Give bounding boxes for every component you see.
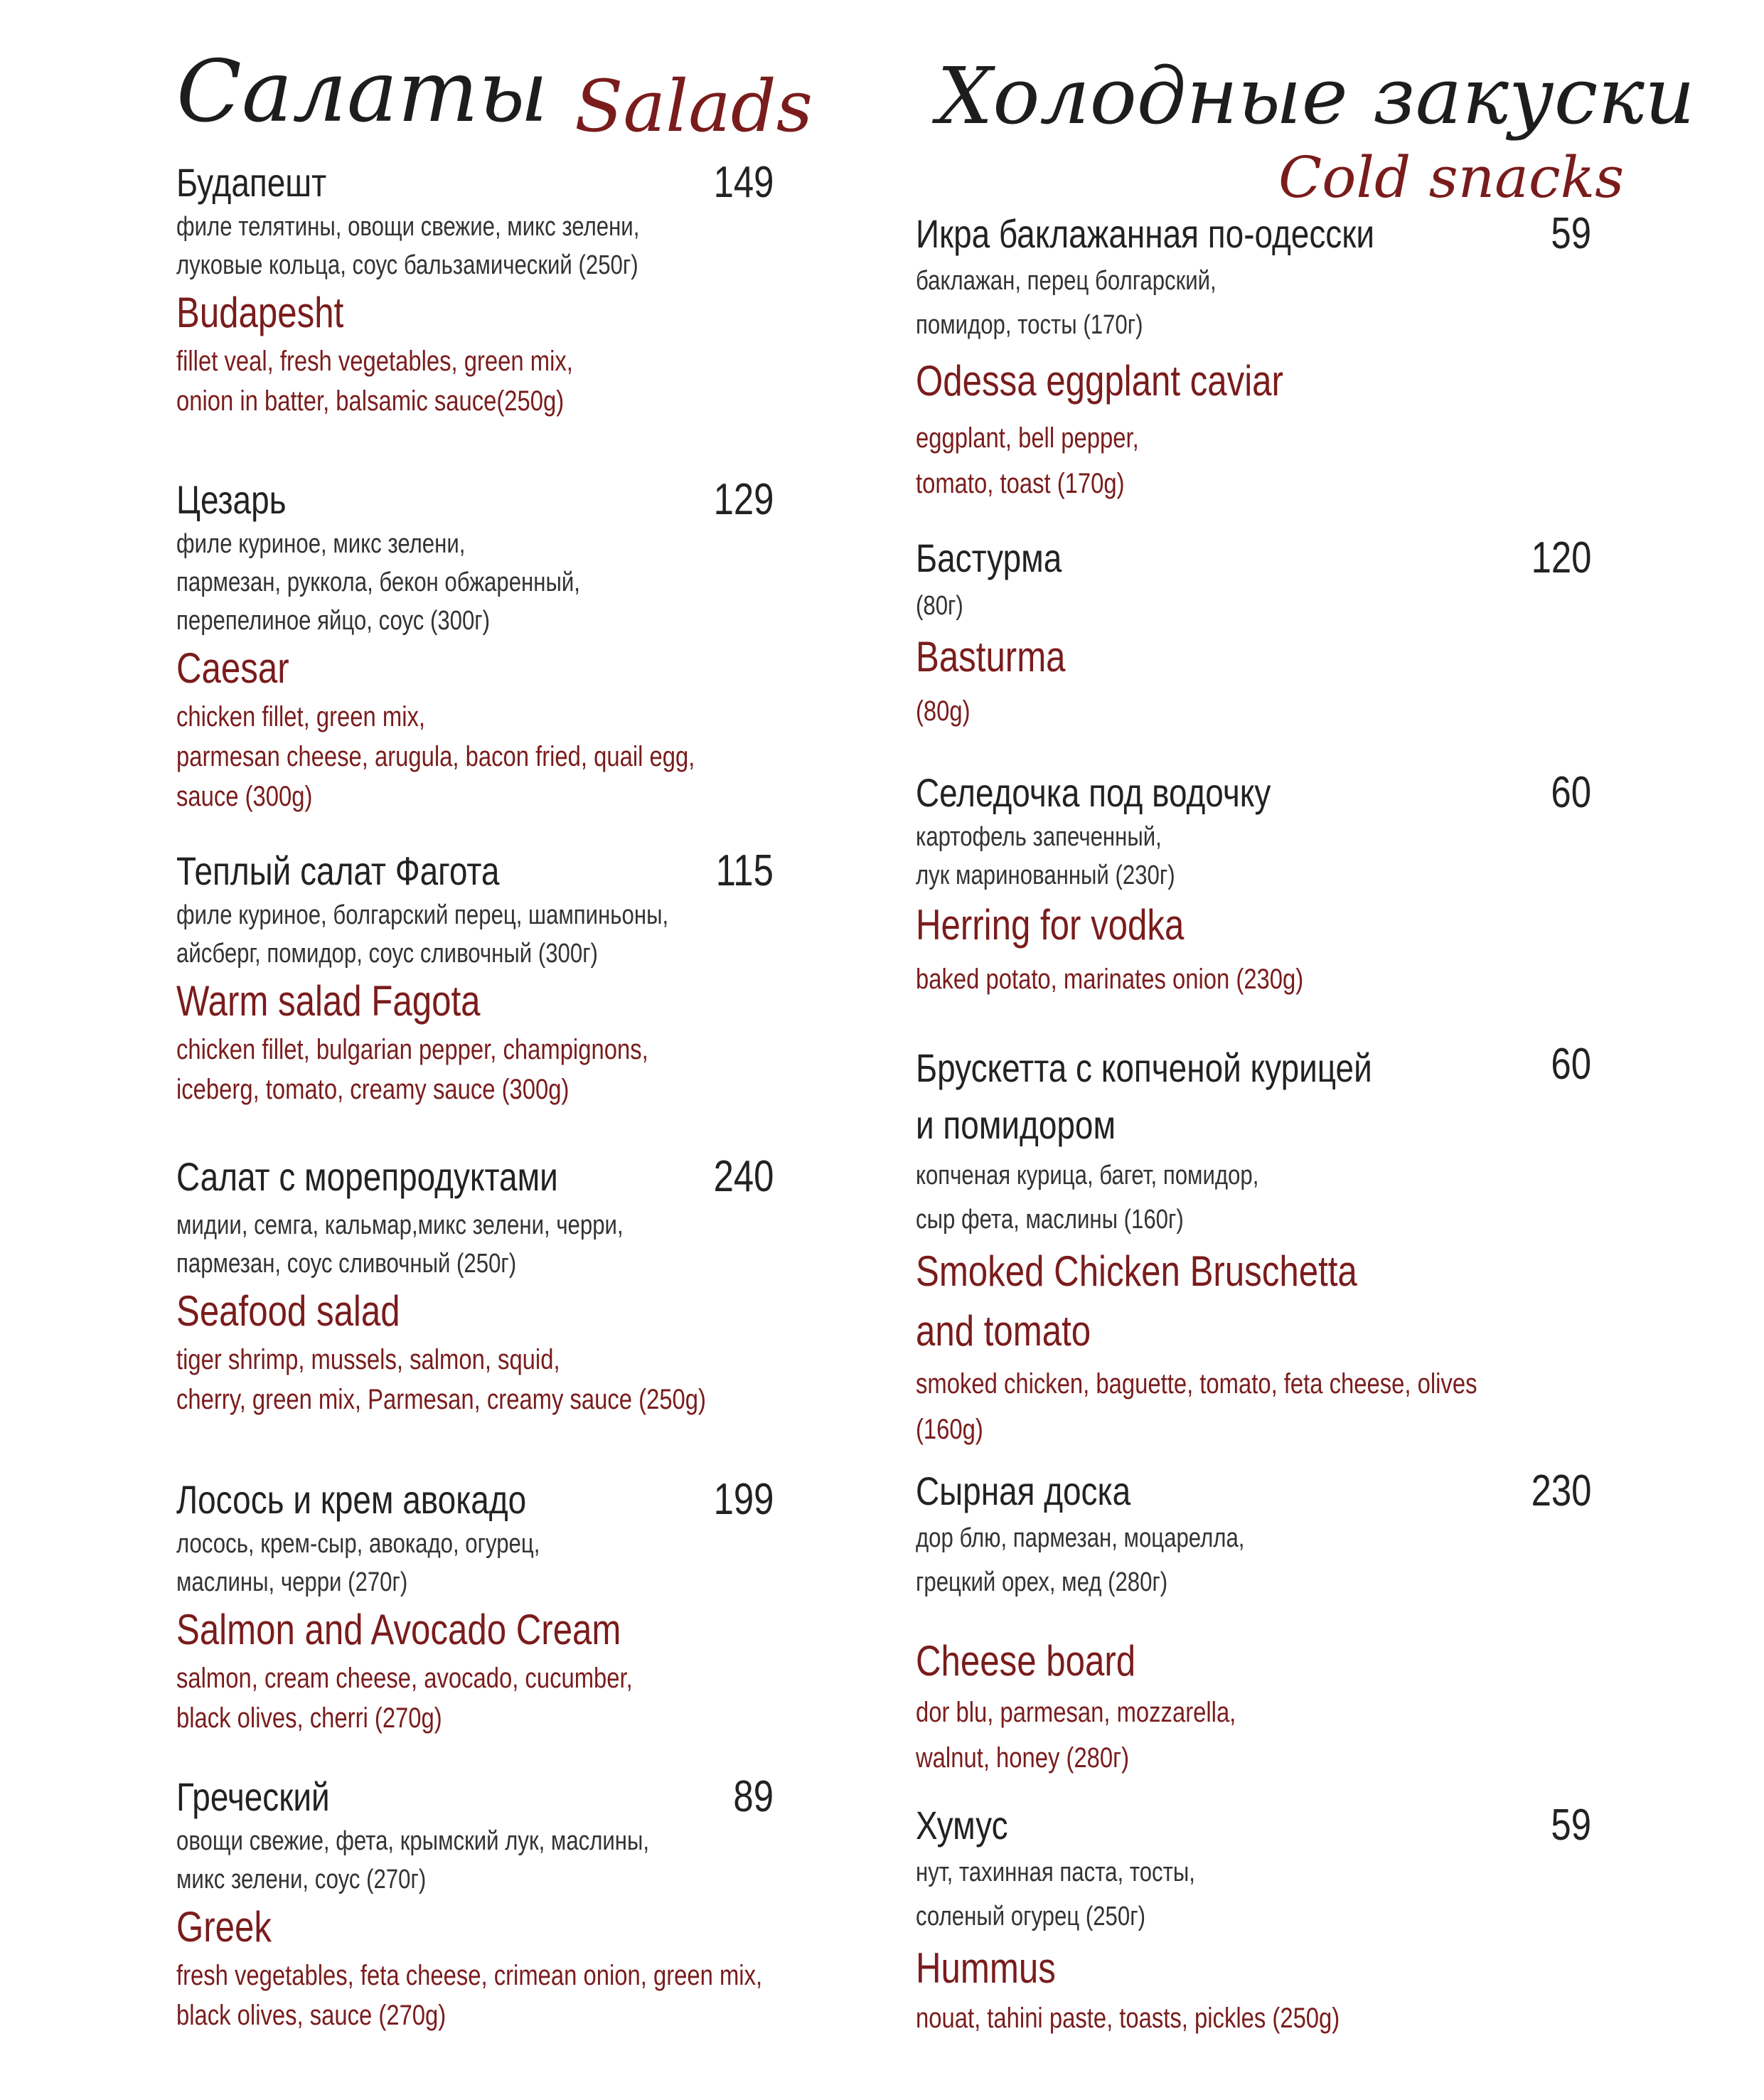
item-name-en: Greek bbox=[176, 1903, 272, 1951]
item-desc-ru: копченая курица, багет, помидор, сыр фета, маслины (160г) bbox=[916, 1161, 1259, 1235]
menu-item-caesar bbox=[176, 475, 774, 816]
item-desc-en: dor blu, parmesan, mozzarella, walnut, honey (280г) bbox=[916, 1697, 1236, 1774]
item-price: 60 bbox=[1551, 768, 1591, 817]
item-name-en: Cheese board bbox=[916, 1637, 1136, 1685]
item-name-ru: Брускетта с копченой курицей и помидором bbox=[916, 1045, 1372, 1147]
salads-heading-en: Salads bbox=[574, 65, 813, 148]
item-price: 149 bbox=[713, 158, 774, 207]
menu-item-warm-salad-fagota bbox=[176, 846, 774, 1109]
item-desc-ru: филе куриное, микс зелени, пармезан, руккола, бекон обжаренный, перепелиное яйцо, соус (300г) bbox=[176, 529, 580, 636]
item-price: 59 bbox=[1551, 1801, 1591, 1850]
item-name-ru: Теплый салат Фагота bbox=[176, 848, 500, 893]
item-desc-ru: мидии, семга, кальмар,микс зелени, черри, пармезан, соус сливочный (250г) bbox=[176, 1210, 624, 1279]
item-name-en: Herring for vodka bbox=[916, 901, 1185, 949]
item-price: 89 bbox=[733, 1772, 774, 1821]
item-desc-ru: дор блю, пармезан, моцарелла, грецкий орех, мед (280г) bbox=[916, 1523, 1245, 1597]
menu-item-herring-for-vodka bbox=[916, 768, 1591, 1003]
item-name-ru: Лосось и крем авокадо bbox=[176, 1477, 527, 1522]
item-name-en: Basturma bbox=[916, 633, 1066, 681]
item-name-en: Odessa eggplant caviar bbox=[916, 357, 1283, 405]
item-name-en: Hummus bbox=[916, 1944, 1056, 1992]
item-price: 129 bbox=[713, 475, 774, 524]
item-desc-en: tiger shrimp, mussels, salmon, squid, cherry, green mix, Parmesan, creamy sauce (250g) bbox=[176, 1344, 706, 1415]
item-name-ru: Будапешт bbox=[176, 160, 327, 205]
salads-heading-ru: Салаты bbox=[176, 43, 548, 142]
item-desc-en: smoked chicken, baguette, tomato, feta cheese, olives (160g) bbox=[916, 1368, 1477, 1445]
item-desc-ru: овощи свежие, фета, крымский лук, маслины, микс зелени, соус (270г) bbox=[176, 1826, 650, 1894]
item-name-ru: Икра баклажанная по-одесски bbox=[916, 211, 1375, 256]
item-price: 120 bbox=[1531, 533, 1591, 582]
item-name-en: Warm salad Fagota bbox=[176, 977, 481, 1025]
item-price: 230 bbox=[1531, 1466, 1591, 1515]
item-name-en: Budapesht bbox=[176, 289, 344, 336]
item-desc-ru: нут, тахинная паста, тосты, соленый огурец (250г) bbox=[916, 1858, 1195, 1931]
item-desc-en: chicken fillet, bulgarian pepper, champignons, iceberg, tomato, creamy sauce (300g) bbox=[176, 1034, 648, 1105]
item-desc-en: (80g) bbox=[916, 695, 971, 727]
menu-item-salmon-avocado bbox=[176, 1475, 774, 1738]
item-desc-en: fresh vegetables, feta cheese, crimean onion, green mix, black olives, sauce (270g) bbox=[176, 1960, 763, 2031]
item-name-ru: Салат с морепродуктами bbox=[176, 1154, 558, 1199]
item-name-en: Caesar bbox=[176, 644, 289, 692]
item-name-ru: Селедочка под водочку bbox=[916, 770, 1271, 815]
menu-item-hummus bbox=[916, 1801, 1591, 2038]
menu-item-cheese-board bbox=[916, 1466, 1591, 1781]
item-name-ru: Хумус bbox=[916, 1803, 1008, 1848]
item-name-en: Salmon and Avocado Cream bbox=[176, 1606, 621, 1653]
item-desc-ru: (80г) bbox=[916, 591, 963, 621]
item-desc-ru: филе телятины, овощи свежие, микс зелени, луковые кольца, соус бальзамический (250г) bbox=[176, 212, 640, 280]
menu-item-budapesht bbox=[176, 158, 774, 421]
item-name-en: Seafood salad bbox=[176, 1287, 400, 1335]
item-desc-en: eggplant, bell pepper, tomato, toast (170g) bbox=[916, 422, 1139, 499]
menu-item-basturma bbox=[916, 533, 1591, 737]
item-name-en: Smoked Chicken Bruschetta and tomato bbox=[916, 1247, 1357, 1355]
menu-item-odessa-eggplant-caviar bbox=[916, 209, 1591, 506]
cold-snacks-heading-ru: Холодные закуски bbox=[937, 50, 1695, 142]
item-name-ru: Бастурма bbox=[916, 535, 1062, 580]
item-desc-ru: баклажан, перец болгарский, помидор, тосты (170г) bbox=[916, 266, 1217, 340]
item-desc-en: baked potato, marinates onion (230g) bbox=[916, 964, 1304, 995]
item-price: 115 bbox=[715, 846, 774, 895]
menu-item-greek bbox=[176, 1772, 774, 2035]
menu-item-smoked-chicken-bruschetta bbox=[916, 1040, 1591, 1452]
item-price: 60 bbox=[1551, 1040, 1591, 1089]
item-price: 199 bbox=[713, 1475, 774, 1524]
item-price: 59 bbox=[1551, 209, 1591, 258]
item-desc-ru: филе куриное, болгарский перец, шампиньоны, айсберг, помидор, соус сливочный (300г) bbox=[176, 900, 669, 969]
item-name-ru: Греческий bbox=[176, 1774, 330, 1819]
item-name-ru: Цезарь bbox=[176, 477, 287, 522]
item-price: 240 bbox=[713, 1152, 774, 1201]
item-desc-ru: лосось, крем-сыр, авокадо, огурец, маслины, черри (270г) bbox=[176, 1529, 540, 1597]
menu-item-seafood-salad bbox=[176, 1152, 774, 1419]
item-desc-en: nouat, tahini paste, toasts, pickles (250g) bbox=[916, 2003, 1340, 2034]
cold-snacks-heading-en: Cold snacks bbox=[1278, 144, 1625, 210]
item-desc-en: chicken fillet, green mix, parmesan cheese, arugula, bacon fried, quail egg, sauce (300g) bbox=[176, 701, 695, 812]
item-desc-en: fillet veal, fresh vegetables, green mix, onion in batter, balsamic sauce(250g) bbox=[176, 346, 573, 417]
item-desc-en: salmon, cream cheese, avocado, cucumber, black olives, cherri (270g) bbox=[176, 1663, 633, 1734]
item-name-ru: Сырная доска bbox=[916, 1469, 1131, 1513]
item-desc-ru: картофель запеченный, лук маринованный (230г) bbox=[916, 822, 1175, 890]
